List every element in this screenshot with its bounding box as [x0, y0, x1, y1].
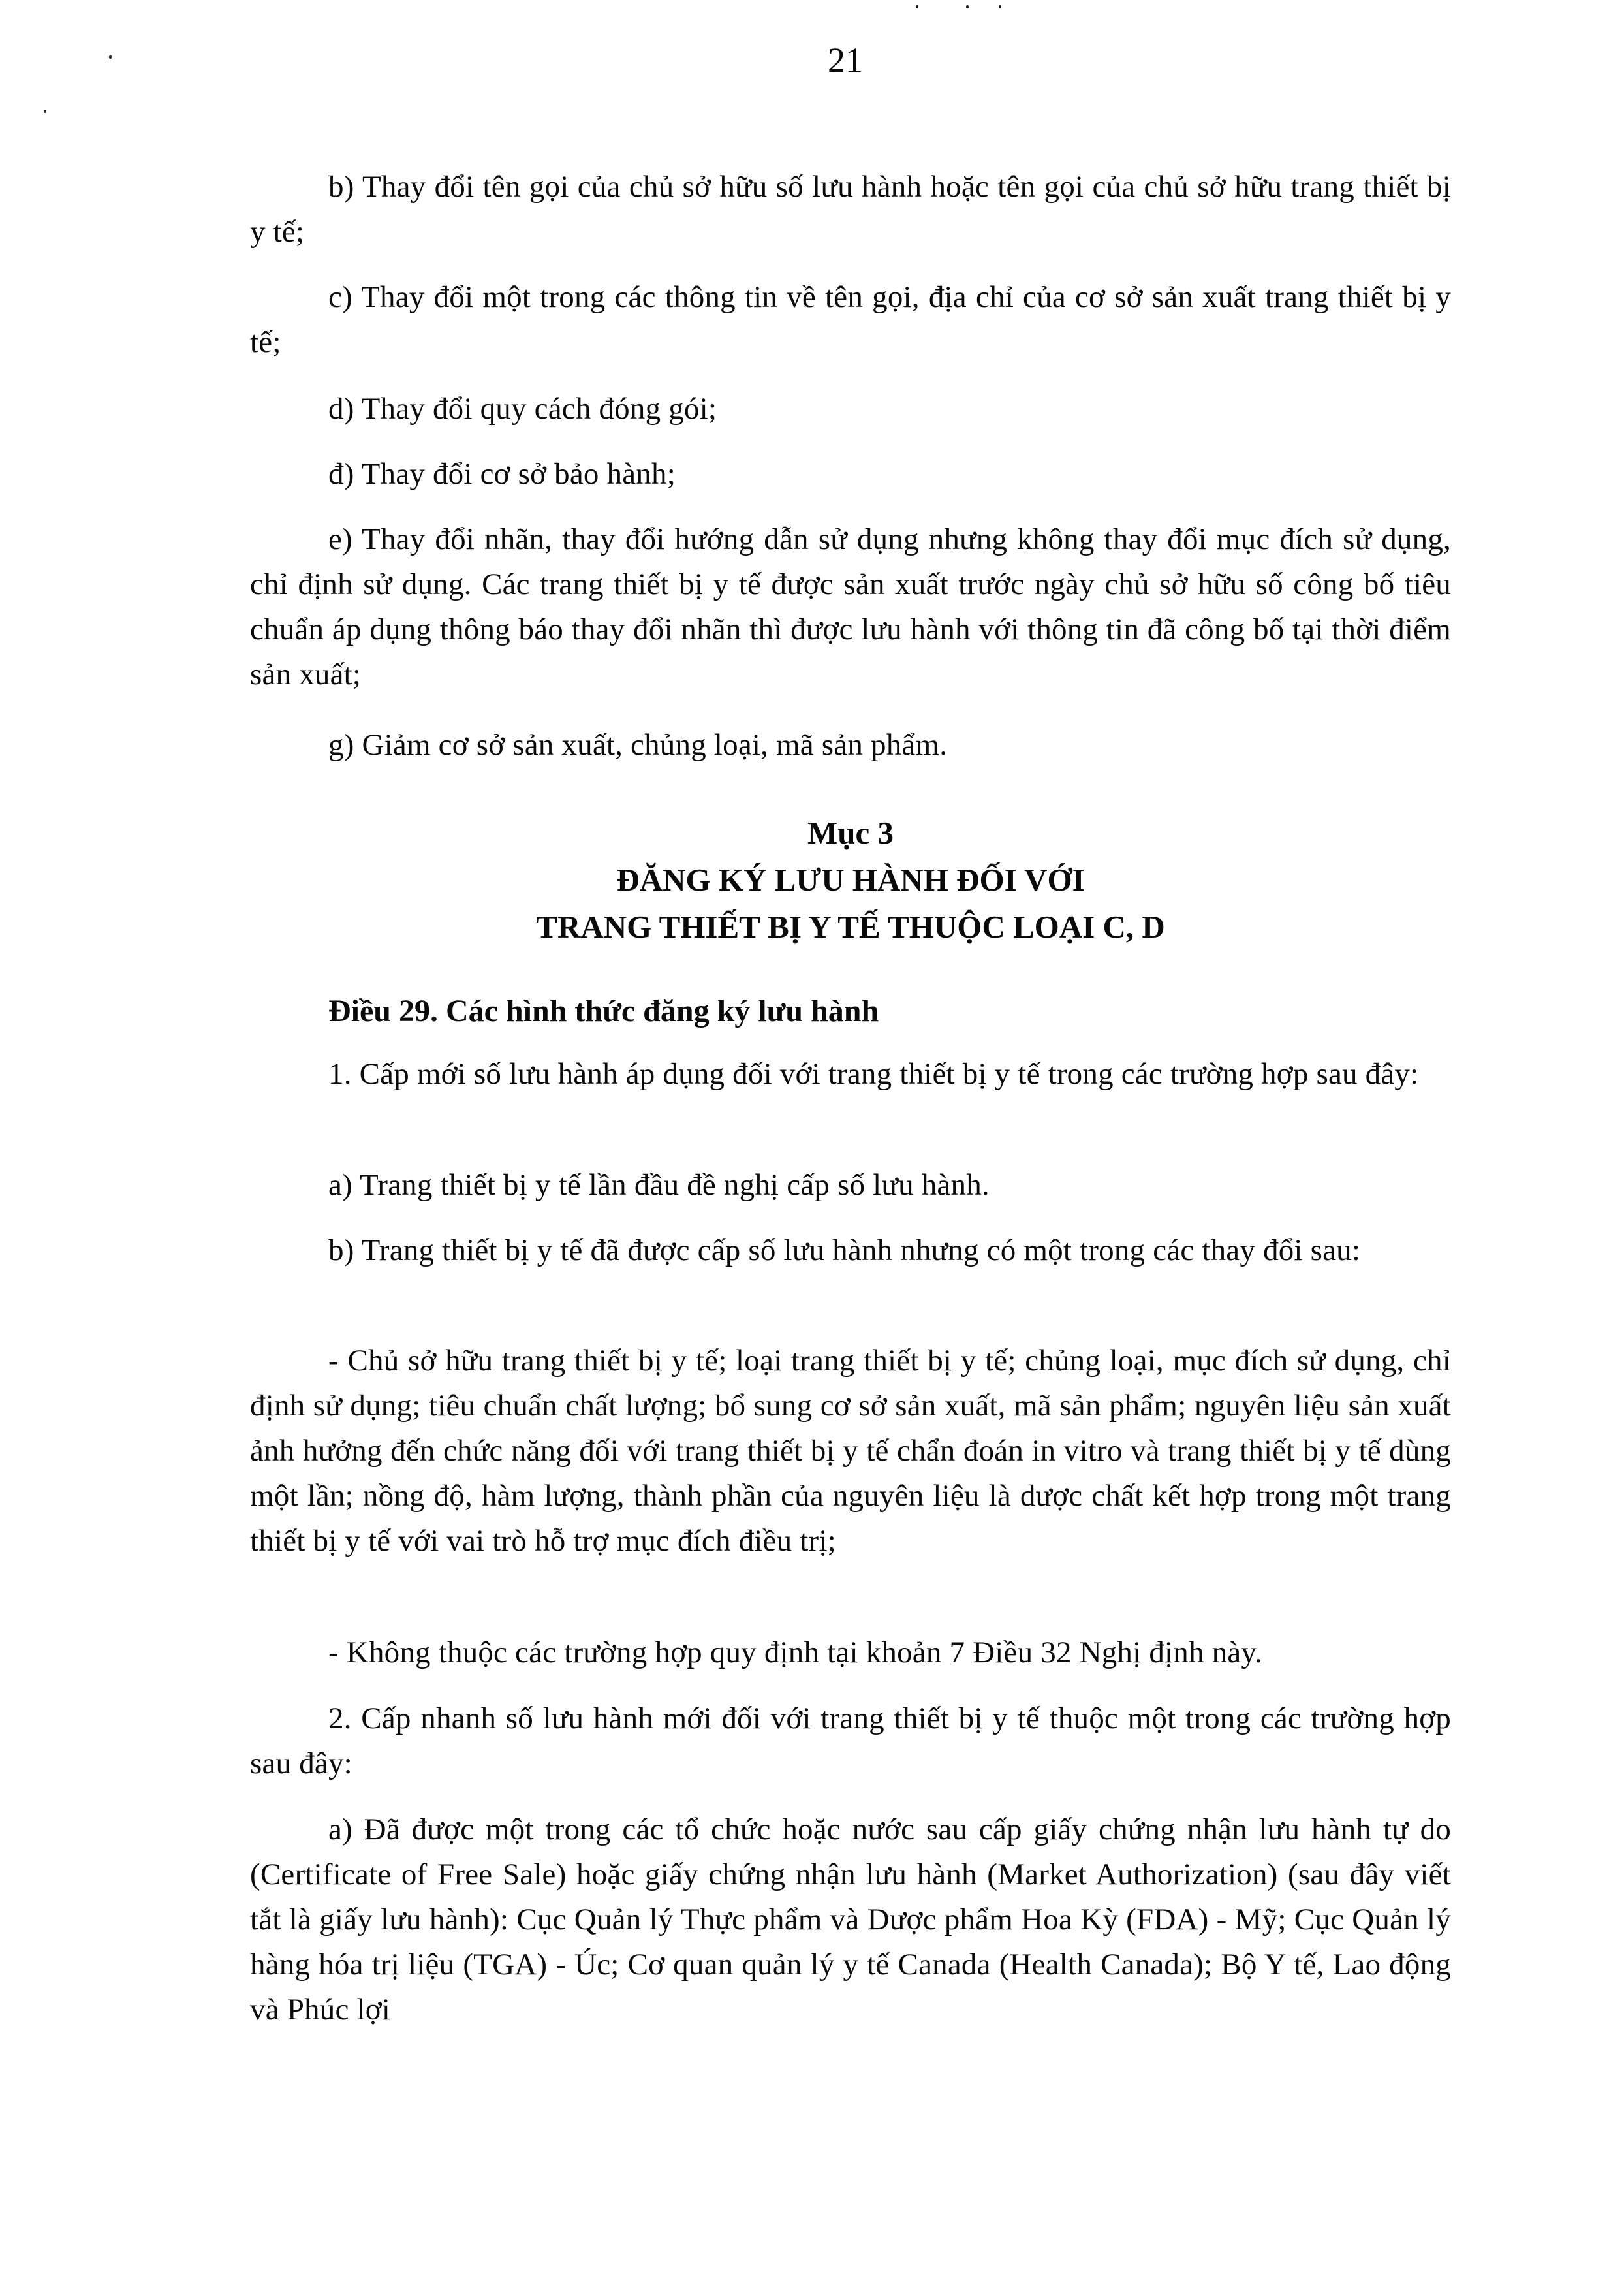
scan-speck — [44, 110, 46, 113]
scan-speck — [966, 5, 969, 8]
article-title: Điều 29. Các hình thức đăng ký lưu hành — [328, 994, 879, 1028]
section-heading — [250, 810, 1451, 951]
article-paragraph-1a: a) Trang thiết bị y tế lần đầu đề nghị cấp số lưu hành. — [328, 1168, 990, 1202]
scan-speck — [999, 5, 1001, 8]
clause-b: b) Thay đổi tên gọi của chủ sở hữu số lưu hành hoặc tên gọi của chủ sở hữu trang thiết bị y tế; — [250, 170, 1451, 249]
clause-c: c) Thay đổi một trong các thông tin về tên gọi, địa chỉ của cơ sở sản xuất trang thiết bị y tế; — [250, 280, 1451, 359]
article-paragraph-1: 1. Cấp mới số lưu hành áp dụng đối với trang thiết bị y tế trong các trường hợp sau đây: — [328, 1057, 1419, 1091]
section-label: Mục 3 — [807, 815, 894, 851]
article-paragraph-1b: b) Trang thiết bị y tế đã được cấp số lưu hành nhưng có một trong các thay đổi sau: — [328, 1233, 1361, 1267]
article-paragraph-2a: a) Đã được một trong các tổ chức hoặc nước sau cấp giấy chứng nhận lưu hành tự do (Certificate of Free Sale) hoặc giấy chứng nhận lưu hành (Market Authorization) (sau đây viết tắt là giấy lưu hành): Cục Quản lý Thực phẩm và Dược phẩm Hoa Kỳ (FDA) - Mỹ; Cục Quản lý hàng hóa trị liệu (TGA) - Úc; Cơ quan quản lý y tế Canada (Health Canada); Bộ Y tế, Lao động và Phúc lợi — [250, 1812, 1451, 2027]
article-paragraph-1b-list-2: - Không thuộc các trường hợp quy định tại khoản 7 Điều 32 Nghị định này. — [328, 1635, 1263, 1669]
clause-d: d) Thay đổi quy cách đóng gói; — [328, 392, 717, 426]
article-paragraph-2: 2. Cấp nhanh số lưu hành mới đối với trang thiết bị y tế thuộc một trong các trường hợp sau đây: — [250, 1701, 1451, 1780]
clause-g: g) Giảm cơ sở sản xuất, chủng loại, mã sản phẩm. — [328, 728, 948, 762]
page-number: 21 — [828, 40, 863, 80]
scan-speck — [916, 5, 918, 8]
section-title-line-1: ĐĂNG KÝ LƯU HÀNH ĐỐI VỚI — [616, 862, 1085, 898]
clause-dd: đ) Thay đổi cơ sở bảo hành; — [328, 457, 676, 491]
scan-speck — [109, 55, 112, 59]
section-title-line-2: TRANG THIẾT BỊ Y TẾ THUỘC LOẠI C, D — [536, 909, 1165, 945]
clause-e: e) Thay đổi nhãn, thay đổi hướng dẫn sử dụng nhưng không thay đổi mục đích sử dụng, chỉ định sử dụng. Các trang thiết bị y tế được sản xuất trước ngày chủ sở hữu số công bố tiêu chuẩn áp dụng thông báo thay đổi nhãn thì được lưu hành với thông tin đã công bố tại thời điểm sản xuất; — [250, 522, 1451, 691]
article-paragraph-1b-list-1: - Chủ sở hữu trang thiết bị y tế; loại trang thiết bị y tế; chủng loại, mục đích sử dụng, chỉ định sử dụng; tiêu chuẩn chất lượng; bổ sung cơ sở sản xuất, mã sản phẩm; nguyên liệu sản xuất ảnh hưởng đến chức năng đối với trang thiết bị y tế chẩn đoán in vitro và trang thiết bị y tế dùng một lần; nồng độ, hàm lượng, thành phần của nguyên liệu là dược chất kết hợp trong một trang thiết bị y tế với vai trò hỗ trợ mục đích điều trị; — [250, 1344, 1451, 1558]
